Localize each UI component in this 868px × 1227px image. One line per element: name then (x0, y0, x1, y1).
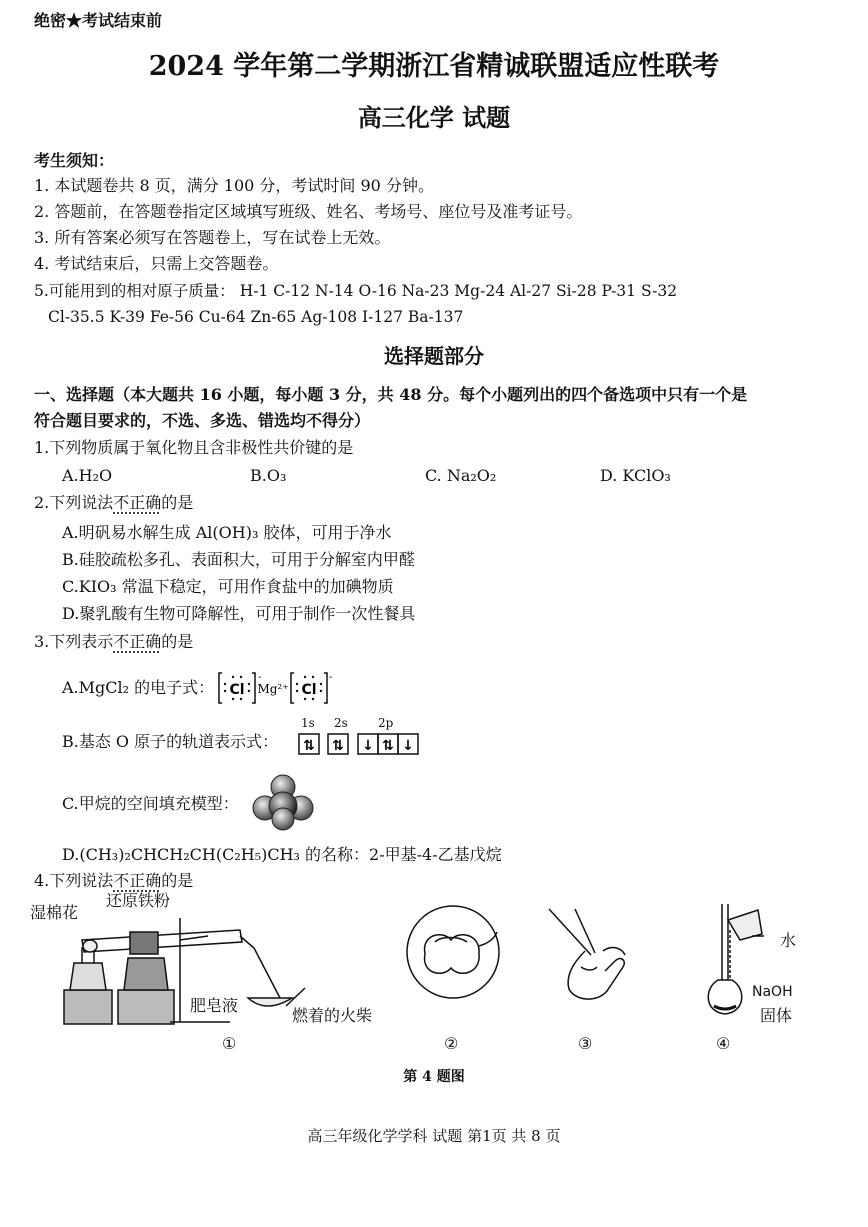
q2-option-a: A.明矾易水解生成 Al(OH)₃ 胶体，可用于净水 (62, 523, 392, 542)
svg-text:Cl: Cl (301, 682, 317, 698)
svg-text:⇅: ⇅ (382, 738, 394, 754)
secret-mark: 绝密★考试结束前 (34, 11, 163, 30)
svg-text:↓: ↓ (402, 738, 414, 754)
methane-model-svg (252, 774, 314, 832)
part-one-line1: 一、选择题（本大题共 16 小题，每小题 3 分，共 48 分。每个小题列出的四个备选项中只有一个是 (34, 385, 748, 404)
q4-stem-emphasis: 不正确 (113, 871, 162, 890)
q4-stem-pre: 4.下列说法 (34, 871, 114, 890)
q1-stem: 1.下列物质属于氧化物且含非极性共价键的是 (34, 438, 354, 457)
label-iron-powder: 还原铁粉 (106, 891, 171, 910)
section-title: 选择题部分 (384, 344, 484, 368)
notice-item: 2. 答题前，在答题卷指定区域填写班级、姓名、考场号、座位号及准考证号。 (34, 202, 583, 221)
notice-item: 3. 所有答案必须写在答题卷上，写在试卷上无效。 (34, 228, 391, 247)
notice-masses-1: 5.可能用到的相对原子质量： H-1 C-12 N-14 O-16 Na-23 Mg-24 Al-27 Si-28 P-31 S-32 (34, 282, 678, 300)
oxygen-orbital-diagram (298, 716, 428, 761)
svg-text:Cl: Cl (229, 682, 245, 698)
figure-2-apparatus (403, 902, 503, 1006)
q3-stem-pre: 3.下列表示 (34, 632, 114, 651)
q3-option-b: B.基态 O 原子的轨道表示式： (62, 732, 279, 751)
q3-stem (34, 631, 193, 653)
svg-text:-: - (258, 672, 262, 683)
figure-number-3: ③ (578, 1034, 593, 1053)
label-naoh-solid: 固体 (760, 1006, 793, 1025)
exam-subtitle: 高三化学 试题 (357, 103, 511, 132)
q2-stem-post: 的是 (161, 493, 194, 512)
q4-stem-post: 的是 (161, 871, 194, 890)
notice-item: 4. 考试结束后，只需上交答题卷。 (34, 254, 279, 273)
q3-stem-emphasis: 不正确 (113, 632, 162, 651)
figure-number-1: ① (222, 1034, 237, 1053)
svg-text:⇅: ⇅ (332, 738, 344, 754)
orbital-label-1s: 1s (301, 716, 315, 730)
figure-3-apparatus (545, 905, 635, 1019)
svg-text:↓: ↓ (362, 738, 374, 754)
q2-option-c: C.KIO₃ 常温下稳定，可用作食盐中的加碘物质 (62, 577, 394, 596)
orbital-boxes-svg (298, 732, 423, 756)
part-one-line2: 符合题目要求的，不选、多选、错选均不得分） (34, 411, 371, 430)
exam-title: 2024 学年第二学期浙江省精诚联盟适应性联考 (148, 51, 720, 82)
methane-space-filling-model (252, 774, 314, 836)
orbital-label-2s: 2s (334, 716, 348, 730)
q3-option-c: C.甲烷的空间填充模型： (62, 794, 239, 813)
figure-2-svg (403, 902, 503, 1002)
q1-option-d: D. KClO₃ (600, 466, 671, 485)
q3-option-d: D.(CH₃)₂CHCH₂CH(C₂H₅)CH₃ 的名称：2-甲基-4-乙基戊烷 (62, 845, 502, 864)
q3-option-a (62, 677, 214, 699)
notice-item: 1. 本试题卷共 8 页，满分 100 分，考试时间 90 分钟。 (34, 176, 434, 195)
orbital-label-2p: 2p (378, 716, 394, 730)
page-footer: 高三年级化学学科 试题 第1页 共 8 页 (307, 1127, 561, 1145)
figure-number-4: ④ (716, 1034, 731, 1053)
svg-text:-: - (329, 672, 333, 683)
q3-option-a-text: A.MgCl₂ 的电子式： (62, 678, 215, 697)
svg-text:⇅: ⇅ (303, 738, 315, 754)
figure-number-2: ② (444, 1034, 459, 1053)
mgcl2-electron-formula (218, 670, 338, 706)
figure-1-svg (30, 918, 320, 1028)
figure-4-svg (700, 900, 780, 1020)
svg-text:Mg²⁺: Mg²⁺ (257, 682, 289, 696)
label-burning-match: 燃着的火柴 (292, 1006, 373, 1025)
q3-stem-post: 的是 (161, 632, 194, 651)
q2-stem-emphasis: 不正确 (113, 493, 162, 512)
electron-formula-svg (218, 670, 338, 706)
label-water: 水 (780, 931, 797, 950)
q1-option-c: C. Na₂O₂ (425, 466, 497, 485)
q2-option-d: D.聚乳酸有生物可降解性，可用于制作一次性餐具 (62, 604, 416, 623)
label-soap-solution: 肥皂液 (190, 996, 239, 1015)
label-wet-cotton: 湿棉花 (30, 903, 79, 922)
label-naoh: NaOH (752, 984, 793, 1000)
q1-option-b: B.O₃ (250, 466, 287, 485)
q2-stem (34, 492, 193, 514)
q2-option-b: B.硅胶疏松多孔、表面积大，可用于分解室内甲醛 (62, 550, 415, 569)
q2-stem-pre: 2.下列说法 (34, 493, 114, 512)
notice-heading: 考生须知： (34, 151, 115, 170)
notice-masses-2: Cl-35.5 K-39 Fe-56 Cu-64 Zn-65 Ag-108 I-127 Ba-137 (48, 308, 464, 326)
figure-3-svg (545, 905, 635, 1015)
q1-option-a: A.H₂O (62, 466, 113, 485)
figure-1-apparatus (30, 918, 320, 1032)
figure-caption: 第 4 题图 (403, 1069, 465, 1085)
